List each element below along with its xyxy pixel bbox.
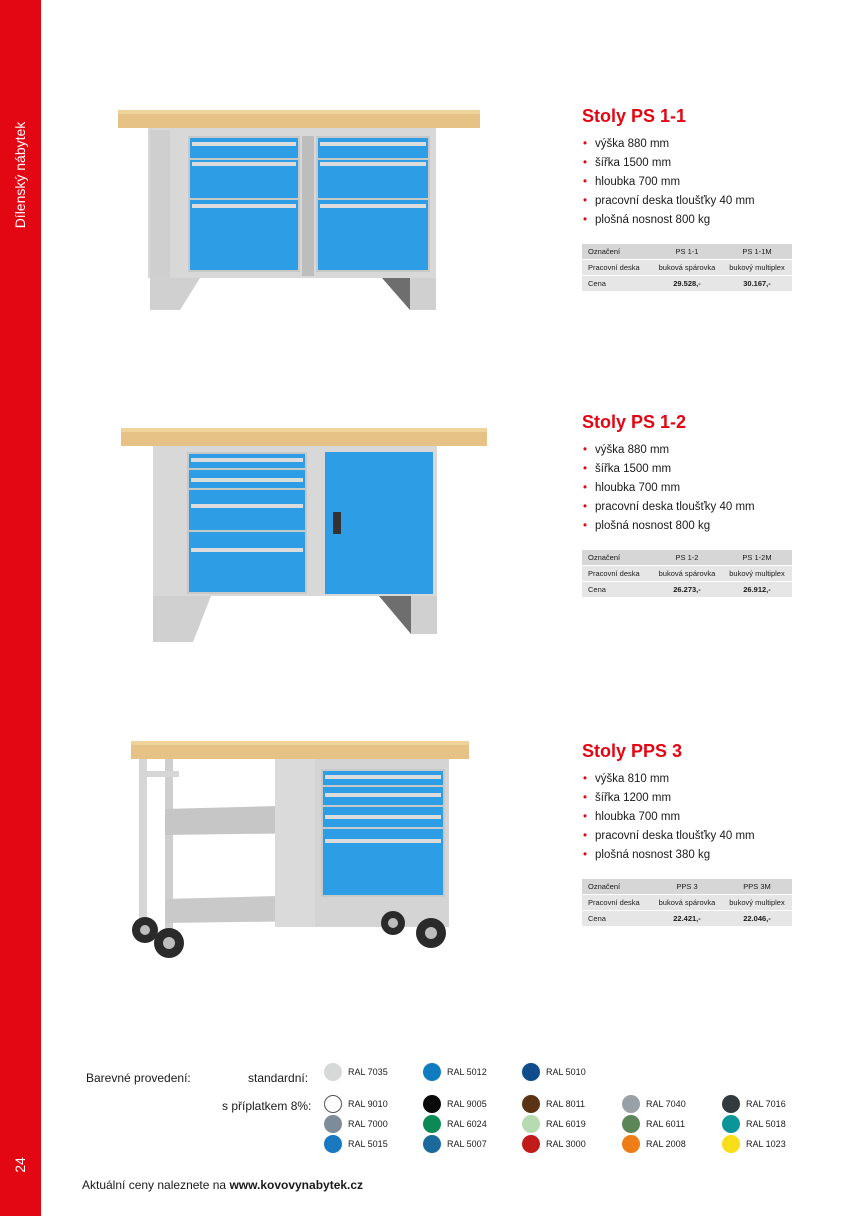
color-dot [522, 1063, 540, 1081]
sidebar [0, 0, 41, 1216]
color-swatch [722, 1095, 786, 1113]
color-swatch [423, 1115, 487, 1133]
color-swatch [622, 1095, 686, 1113]
table-row [582, 911, 792, 926]
color-name: RAL 3000 [546, 1139, 586, 1149]
color-dot [722, 1095, 740, 1113]
price-cell: 26.912,- [722, 582, 792, 597]
color-dot [423, 1135, 441, 1153]
table-cell: Pracovní deska [582, 260, 652, 275]
table-cell: bukový multiplex [722, 895, 792, 910]
color-swatch [722, 1135, 786, 1153]
product-info [582, 106, 792, 292]
color-dot [722, 1115, 740, 1133]
product-info [582, 412, 792, 598]
table-row [582, 276, 792, 291]
table-row [582, 566, 792, 581]
color-name: RAL 9005 [447, 1099, 487, 1109]
table-cell: Pracovní deska [582, 566, 652, 581]
footer-text: Aktuální ceny naleznete na [82, 1178, 230, 1192]
table-cell: buková spárovka [652, 566, 722, 581]
table-cell: Označení [582, 244, 652, 259]
color-name: RAL 9010 [348, 1099, 388, 1109]
price-table [582, 243, 792, 292]
color-name: RAL 5007 [447, 1139, 487, 1149]
standard-label: standardní: [248, 1071, 309, 1085]
color-dot [324, 1135, 342, 1153]
table-row [582, 244, 792, 259]
spec-item: • výška 880 mm [582, 441, 792, 460]
color-name: RAL 7040 [646, 1099, 686, 1109]
color-name: RAL 1023 [746, 1139, 786, 1149]
color-swatch [324, 1063, 388, 1081]
page-number: 24 [12, 1157, 28, 1173]
product-title: Stoly PS 1-2 [582, 412, 687, 432]
spec-item: • šířka 1500 mm [582, 154, 792, 173]
table-cell: buková spárovka [652, 895, 722, 910]
price-cell: 22.421,- [652, 911, 722, 926]
color-dot [622, 1095, 640, 1113]
product-image-pps-3 [125, 735, 475, 965]
color-name: RAL 6019 [546, 1119, 586, 1129]
color-name: RAL 5015 [348, 1139, 388, 1149]
color-dot [522, 1115, 540, 1133]
color-name: RAL 7035 [348, 1067, 388, 1077]
color-dot [324, 1095, 342, 1113]
color-swatch [324, 1115, 388, 1133]
product-title: Stoly PS 1-1 [582, 106, 687, 126]
color-swatch [622, 1135, 686, 1153]
color-dot [423, 1063, 441, 1081]
product-image-ps-1-2 [115, 420, 495, 645]
table-cell: bukový multiplex [722, 566, 792, 581]
spec-list [582, 441, 792, 536]
color-name: RAL 7016 [746, 1099, 786, 1109]
color-name: RAL 5010 [546, 1067, 586, 1077]
color-dot [622, 1115, 640, 1133]
table-row [582, 895, 792, 910]
table-cell: bukový multiplex [722, 260, 792, 275]
spec-item: • výška 810 mm [582, 770, 792, 789]
surcharge-label: s příplatkem 8%: [222, 1099, 312, 1113]
spec-list [582, 135, 792, 230]
spec-item: • plošná nosnost 380 kg [582, 846, 792, 865]
table-cell: Označení [582, 550, 652, 565]
color-swatch [522, 1115, 586, 1133]
table-cell: Cena [582, 582, 652, 597]
price-cell: 29.528,- [652, 276, 722, 291]
color-name: RAL 6011 [646, 1119, 686, 1129]
price-table [582, 878, 792, 927]
section-title: Dílenský nábytek [12, 121, 28, 229]
table-cell: Cena [582, 911, 652, 926]
color-name: RAL 5012 [447, 1067, 487, 1077]
color-swatch [522, 1095, 585, 1113]
spec-item: • pracovní deska tloušťky 40 mm [582, 498, 792, 517]
color-swatch [423, 1063, 487, 1081]
color-swatch [622, 1115, 685, 1133]
color-name: RAL 7000 [348, 1119, 388, 1129]
color-options [0, 1060, 860, 1160]
spec-item: • plošná nosnost 800 kg [582, 517, 792, 536]
price-cell: 26.273,- [652, 582, 722, 597]
table-cell: PPS 3M [722, 879, 792, 894]
spec-list [582, 770, 792, 865]
table-cell: buková spárovka [652, 260, 722, 275]
product-title: Stoly PPS 3 [582, 741, 683, 761]
color-swatch [324, 1095, 388, 1113]
color-swatch [423, 1095, 487, 1113]
table-cell: PPS 3 [652, 879, 722, 894]
spec-item: • plošná nosnost 800 kg [582, 211, 792, 230]
product-info [582, 741, 792, 927]
product-image-ps-1-1 [110, 100, 490, 320]
spec-item: • šířka 1200 mm [582, 789, 792, 808]
table-cell: PS 1-1M [722, 244, 792, 259]
table-cell: PS 1-1 [652, 244, 722, 259]
spec-item: • výška 880 mm [582, 135, 792, 154]
color-swatch [722, 1115, 786, 1133]
spec-item: • pracovní deska tloušťky 40 mm [582, 192, 792, 211]
table-cell: Cena [582, 276, 652, 291]
color-name: RAL 2008 [646, 1139, 686, 1149]
spec-item: • hloubka 700 mm [582, 479, 792, 498]
color-dot [324, 1115, 342, 1133]
spec-item: • hloubka 700 mm [582, 808, 792, 827]
color-dot [423, 1095, 441, 1113]
table-cell: PS 1-2 [652, 550, 722, 565]
table-cell: Označení [582, 879, 652, 894]
spec-item: • pracovní deska tloušťky 40 mm [582, 827, 792, 846]
color-dot [722, 1135, 740, 1153]
table-row [582, 550, 792, 565]
color-name: RAL 5018 [746, 1119, 786, 1129]
website-link[interactable]: www.kovovynabytek.cz [229, 1178, 364, 1192]
price-cell: 30.167,- [722, 276, 792, 291]
color-dot [522, 1095, 540, 1113]
table-row [582, 582, 792, 597]
table-row [582, 879, 792, 894]
color-dot [423, 1115, 441, 1133]
price-table [582, 549, 792, 598]
color-swatch [522, 1063, 586, 1081]
color-dot [522, 1135, 540, 1153]
table-row [582, 260, 792, 275]
color-swatch [423, 1135, 487, 1153]
color-swatch [522, 1135, 586, 1153]
color-swatch [324, 1135, 388, 1153]
color-options-label: Barevné provedení: [86, 1071, 191, 1085]
color-name: RAL 6024 [447, 1119, 487, 1129]
table-cell: Pracovní deska [582, 895, 652, 910]
color-dot [324, 1063, 342, 1081]
color-dot [622, 1135, 640, 1153]
footer [82, 1178, 363, 1192]
spec-item: • hloubka 700 mm [582, 173, 792, 192]
price-cell: 22.046,- [722, 911, 792, 926]
color-name: RAL 8011 [546, 1099, 586, 1109]
spec-item: • šířka 1500 mm [582, 460, 792, 479]
table-cell: PS 1-2M [722, 550, 792, 565]
